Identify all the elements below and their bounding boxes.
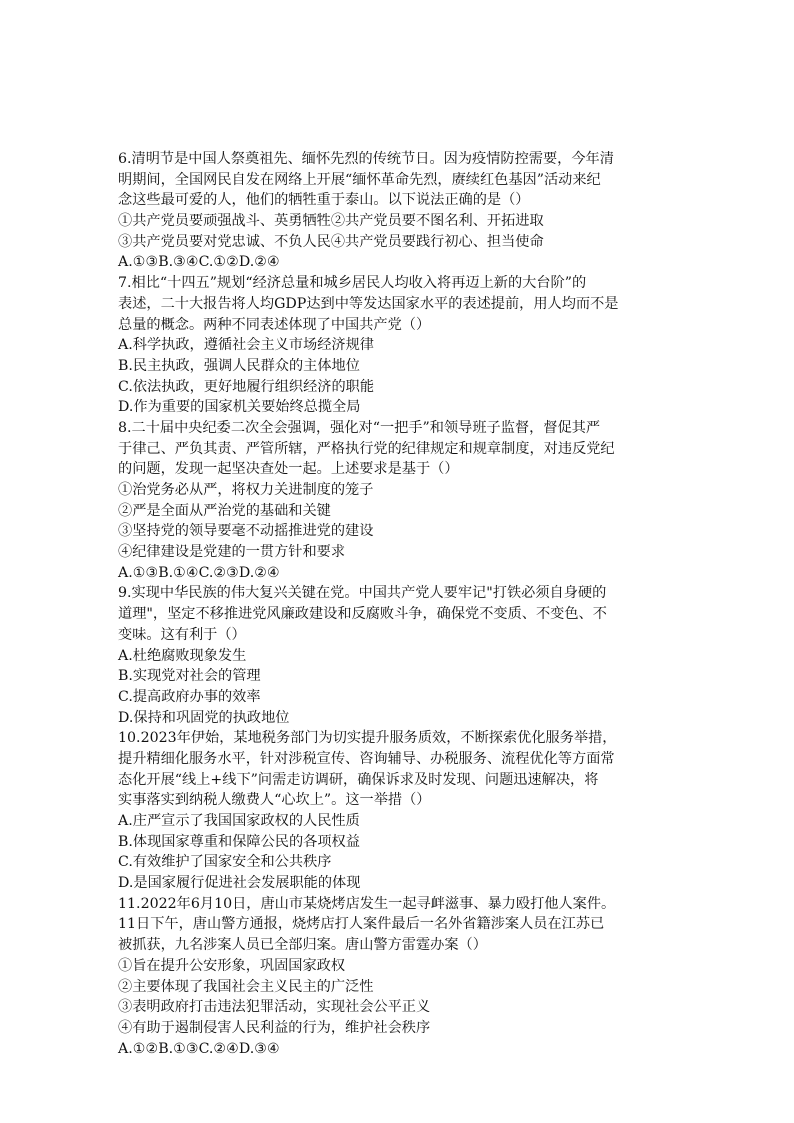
q10-option-a: A.庄严宣示了我国国家政权的人民性质 (118, 813, 360, 829)
q8-statement-3: ③坚持党的领导要毫不动摇推进党的建设 (118, 523, 374, 540)
q6-options: A.①③B.③④C.①②D.②④ (118, 254, 280, 271)
q8-stem-line-2: 于律己、严负其责、严管所辖，严格执行党的纪律规定和规章制度，对违反党纪 (118, 440, 615, 457)
q10-stem-line-3: 态化开展“线上+线下”问需走访调研，确保诉求及时发现、问题迅速解决，将 (118, 771, 599, 788)
q7-option-c: C.依法执政，更好地履行组织经济的职能 (118, 378, 375, 395)
q11-stem-line-3: 被抓获，九名涉案人员已全部归案。唐山警方雷霆办案（） (118, 937, 487, 954)
q8-options: A.①③B.①④C.②③D.②④ (118, 564, 280, 581)
q7-option-a: A.科学执政，遵循社会主义市场经济规律 (118, 337, 374, 354)
q9-option-d: D.保持和巩固党的执政地位 (118, 709, 290, 726)
q8-statement-1: ①治党务必从严，将权力关进制度的笼子 (118, 482, 374, 498)
q7-stem-line-2: 表述，二十大报告将人均GDP达到中等发达国家水平的表述提前，用人均而不是 (118, 295, 619, 312)
q11-stem-line-2: 11日下午，唐山警方通报，烧烤店打人案件最后一名外省籍涉案人员在江苏已 (118, 916, 605, 933)
q11-statement-4: ④有助于遏制侵害人民利益的行为，维护社会秩序 (118, 1019, 431, 1036)
q9-stem-line-3: 变味。这有利于（） (118, 626, 246, 643)
q7-option-d: D.作为重要的国家机关要始终总揽全局 (118, 399, 361, 416)
q10-stem-line-2: 提升精细化服务水平，针对涉税宣传、咨询辅导、办税服务、流程优化等方面常 (118, 750, 615, 767)
q9-option-b: B.实现党对社会的管理 (118, 668, 261, 685)
q10-option-b: B.体现国家尊重和保障公民的各项权益 (118, 833, 360, 850)
q11-statement-2: ②主要体现了我国社会主义民主的广泛性 (118, 978, 374, 995)
q8-stem-line-1: 8.二十届中央纪委二次全会强调，强化对“一把手”和领导班子监督，督促其严 (118, 419, 601, 436)
q11-statement-3: ③表明政府打击违法犯罪活动，实现社会公平正义 (118, 999, 431, 1016)
q8-statement-4: ④纪律建设是党建的一贯方针和要求 (118, 544, 346, 561)
q6-statements-1-2: ①共产党员要顽强战斗、英勇牺牲②共产党员要不图名利、开拓进取 (118, 213, 544, 230)
q6-statements-3-4: ③共产党员要对党忠诚、不负人民④共产党员要践行初心、担当使命 (118, 233, 544, 250)
document-page (118, 149, 688, 1059)
q7-stem-line-3: 总量的概念。两种不同表述体现了中国共产党（） (118, 316, 431, 333)
q10-stem-line-1: 10.2023年伊始，某地税务部门为切实提升服务质效，不断探索优化服务举措， (118, 730, 617, 747)
q8-stem-line-3: 的问题，发现一起坚决查处一起。上述要求是基于（） (118, 461, 459, 478)
q6-stem-line-2: 明期间，全国网民自发在网络上开展“缅怀革命先烈，赓续红色基因”活动来纪 (118, 171, 601, 188)
q11-options: A.①②B.①③C.②④D.③④ (118, 1040, 280, 1057)
q9-stem-line-1: 9.实现中华民族的伟大复兴关键在党。中国共产党人要牢记"打铁必须自身硬的 (118, 585, 607, 602)
q9-option-a: A.杜绝腐败现象发生 (118, 647, 247, 664)
q8-statement-2: ②严是全面从严治党的基础和关键 (118, 502, 331, 519)
q10-stem-line-4: 实事落实到纳税人缴费人“心坎上”。这一举措（） (118, 792, 431, 809)
q6-stem-line-1: 6.清明节是中国人祭奠祖先、缅怀先烈的传统节日。因为疫情防控需要，今年清 (118, 151, 614, 167)
q7-stem-line-1: 7.相比“十四五”规划“经济总量和城乡居民人均收入将再迈上新的大台阶”的 (118, 275, 587, 292)
q7-option-b: B.民主执政，强调人民群众的主体地位 (118, 357, 360, 374)
q10-option-c: C.有效维护了国家安全和公共秩序 (118, 854, 332, 871)
q9-stem-line-2: 道理"，坚定不移推进党风廉政建设和反腐败斗争，确保党不变质、不变色、不 (118, 606, 607, 623)
q11-statement-1: ①旨在提升公安形象，巩固国家政权 (118, 957, 346, 974)
q6-stem-line-3: 念这些最可爱的人，他们的牺牲重于泰山。以下说法正确的是（） (118, 192, 530, 209)
q11-stem-line-1: 11.2022年6月10日，唐山市某烧烤店发生一起寻衅滋事、暴力殴打他人案件。 (118, 895, 616, 912)
q9-option-c: C.提高政府办事的效率 (118, 688, 261, 705)
q10-option-d: D.是国家履行促进社会发展职能的体现 (118, 875, 361, 892)
